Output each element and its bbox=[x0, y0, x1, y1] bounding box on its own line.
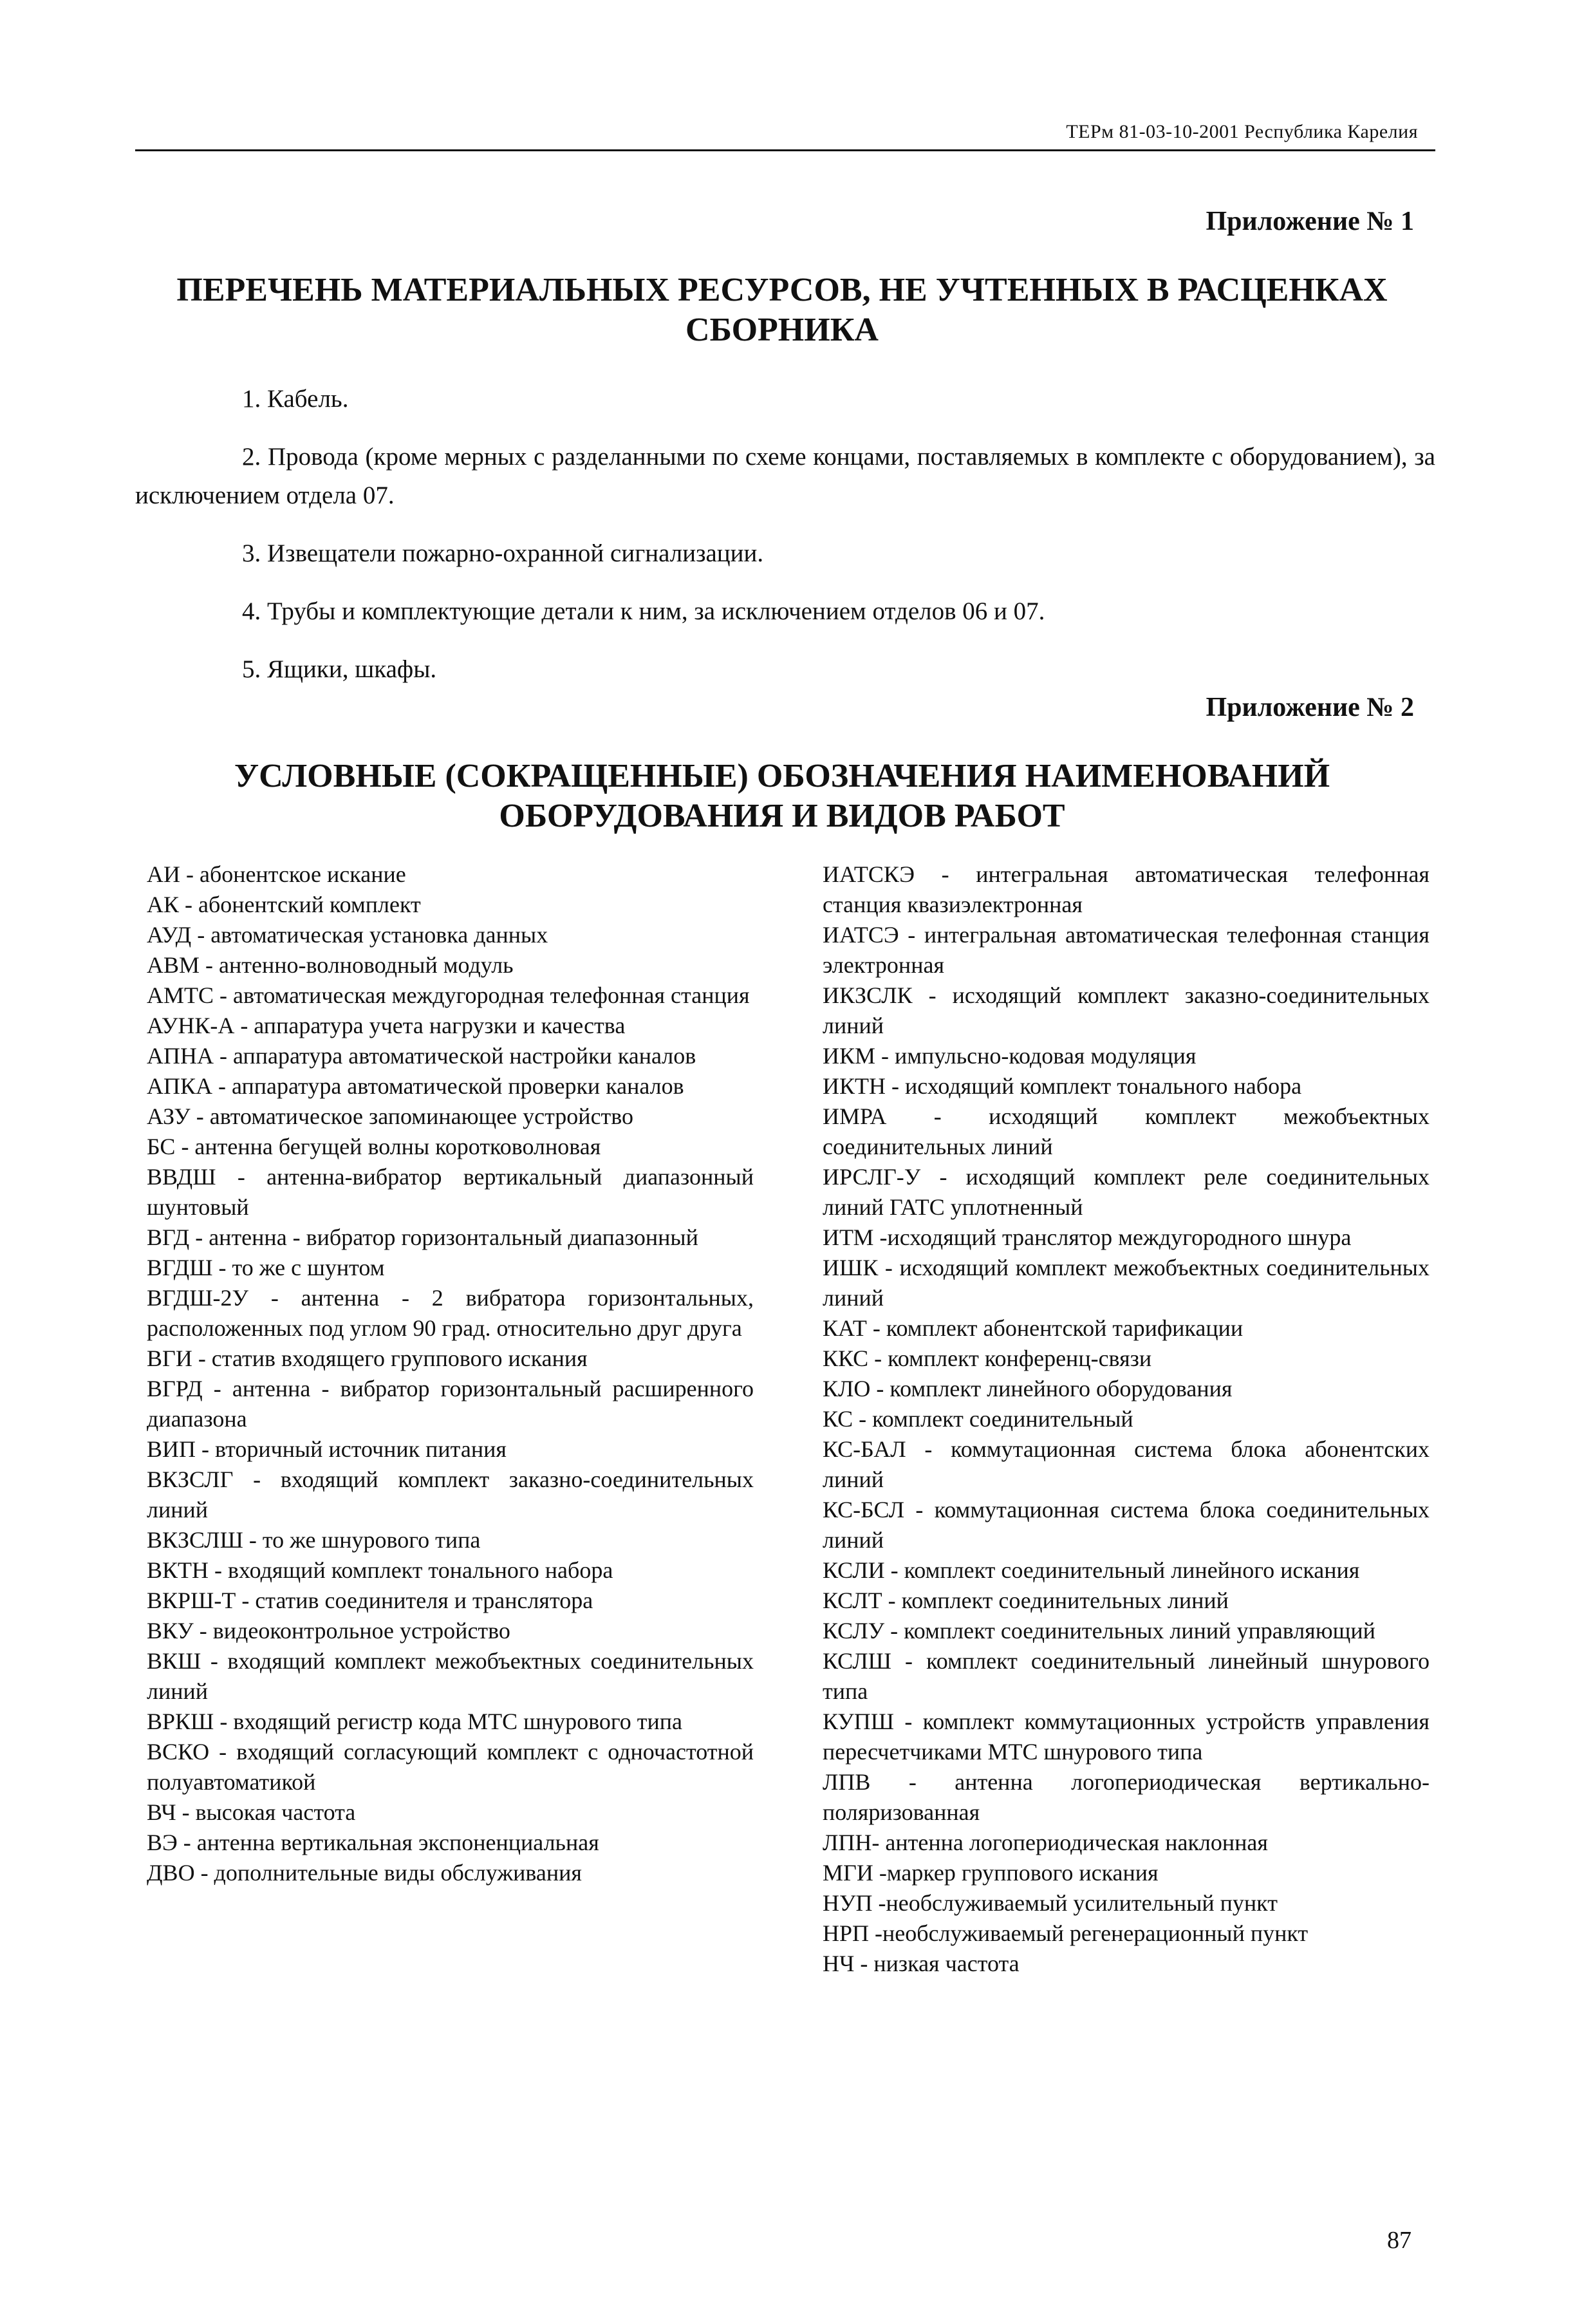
list-item: 1. Кабель. bbox=[242, 385, 349, 413]
list-item: 5. Ящики, шкафы. bbox=[242, 655, 437, 683]
abbreviation-entry: КС-БСЛ - коммутационная система блока соединительных линий bbox=[823, 1497, 1430, 1553]
abbreviation-entry: КСЛУ - комплект соединительных линий управляющий bbox=[823, 1618, 1375, 1644]
abbreviation-entry: АВМ - антенно-волноводный модуль bbox=[147, 952, 514, 978]
appendix-1-title-line2: СБОРНИКА bbox=[685, 312, 879, 348]
abbreviation-entry: КСЛТ - комплект соединительных линий bbox=[823, 1588, 1229, 1613]
abbreviations-right-column bbox=[823, 859, 1430, 1979]
abbreviation-entry: АЗУ - автоматическое запоминающее устройство bbox=[147, 1103, 634, 1129]
abbreviation-entry: АМТС - автоматическая междугородная телефонная станция bbox=[147, 982, 750, 1008]
abbreviation-entry: АК - абонентский комплект bbox=[147, 892, 421, 917]
abbreviation-entry: АУД - автоматическая установка данных bbox=[147, 922, 548, 948]
abbreviation-entry: КАТ - комплект абонентской тарификации bbox=[823, 1315, 1244, 1341]
abbreviation-entry: ВКУ - видеоконтрольное устройство bbox=[147, 1618, 510, 1644]
abbreviation-entry: ЛПН- антенна логопериодическая наклонная bbox=[823, 1830, 1268, 1855]
abbreviation-entry: ВЧ - высокая частота bbox=[147, 1799, 356, 1825]
abbreviation-entry: КЛО - комплект линейного оборудования bbox=[823, 1376, 1233, 1401]
abbreviation-entry: НУП -необслуживаемый усилительный пункт bbox=[823, 1890, 1278, 1916]
abbreviation-entry: ВКШ - входящий комплект межобъектных соединительных линий bbox=[147, 1648, 754, 1704]
appendix-2-title bbox=[129, 756, 1435, 836]
abbreviation-entry: АУНК-А - аппаратура учета нагрузки и качества bbox=[147, 1013, 626, 1038]
abbreviation-entry: КСЛШ - комплект соединительный линейный шнурового типа bbox=[823, 1648, 1430, 1704]
abbreviation-entry: ИШК - исходящий комплект межобъектных соединительных линий bbox=[823, 1255, 1430, 1311]
abbreviation-entry: КУПШ - комплект коммутационных устройств управления пересчетчиками МТС шнурового типа bbox=[823, 1709, 1430, 1765]
list-item: 2. Провода (кроме мерных с разделанными по схеме концами, поставляемых в комплекте с оборудованием), за исключением отдела 07. bbox=[135, 443, 1435, 509]
page-number: 87 bbox=[1387, 2227, 1412, 2254]
abbreviation-entry: ВКТН - входящий комплект тонального набора bbox=[147, 1557, 613, 1583]
abbreviation-entry: ИАТСЭ - интегральная автоматическая телефонная станция электронная bbox=[823, 922, 1430, 978]
list-item: 4. Трубы и комплектующие детали к ним, за исключением отделов 06 и 07. bbox=[242, 597, 1045, 625]
abbreviation-entry: ВГИ - статив входящего группового искания bbox=[147, 1345, 588, 1371]
abbreviation-entry: ВГРД - антенна - вибратор горизонтальный расширенного диапазона bbox=[147, 1376, 754, 1432]
abbreviation-entry: ИКМ - импульсно-кодовая модуляция bbox=[823, 1043, 1197, 1069]
appendix-2-title-line1: УСЛОВНЫЕ (СОКРАЩЕННЫЕ) ОБОЗНАЧЕНИЯ НАИМЕНОВАНИЙ bbox=[234, 758, 1330, 794]
appendix-2-label: Приложение № 2 bbox=[1206, 693, 1414, 722]
abbreviation-entry: АИ - абонентское искание bbox=[147, 861, 406, 887]
appendix-1-title bbox=[129, 270, 1435, 350]
abbreviation-entry: ИАТСКЭ - интегральная автоматическая телефонная станция квазиэлектронная bbox=[823, 861, 1430, 917]
abbreviation-entry: БС - антенна бегущей волны коротковолновая bbox=[147, 1134, 601, 1159]
abbreviation-entry: ВИП - вторичный источник питания bbox=[147, 1436, 507, 1462]
appendix-1-label: Приложение № 1 bbox=[1206, 207, 1414, 236]
abbreviation-entry: АПКА - аппаратура автоматической проверки каналов bbox=[147, 1073, 684, 1099]
abbreviation-entry: ИРСЛГ-У - исходящий комплект реле соединительных линий ГАТС уплотненный bbox=[823, 1164, 1430, 1220]
appendix-1-title-line1: ПЕРЕЧЕНЬ МАТЕРИАЛЬНЫХ РЕСУРСОВ, НЕ УЧТЕННЫХ В РАСЦЕНКАХ bbox=[176, 272, 1388, 308]
abbreviation-entry: ВВДШ - антенна-вибратор вертикальный диапазонный шунтовый bbox=[147, 1164, 754, 1220]
abbreviation-entry: ВГДШ - то же с шунтом bbox=[147, 1255, 385, 1280]
abbreviations-left-column bbox=[147, 859, 754, 1888]
abbreviation-entry: ВГД - антенна - вибратор горизонтальный диапазонный bbox=[147, 1224, 698, 1250]
abbreviation-entry: КС - комплект соединительный bbox=[823, 1406, 1133, 1432]
running-header: ТЕРм 81-03-10-2001 Республика Карелия bbox=[1066, 121, 1418, 142]
abbreviation-entry: НРП -необслуживаемый регенерационный пункт bbox=[823, 1920, 1309, 1946]
abbreviation-entry: ВРКШ - входящий регистр кода МТС шнурового типа bbox=[147, 1709, 683, 1734]
abbreviation-entry: КС-БАЛ - коммутационная система блока абонентских линий bbox=[823, 1436, 1430, 1492]
abbreviation-entry: ИКТН - исходящий комплект тонального набора bbox=[823, 1073, 1302, 1099]
abbreviation-entry: МГИ -маркер группового искания bbox=[823, 1860, 1159, 1886]
abbreviation-entry: ВКРШ-Т - статив соединителя и транслятора bbox=[147, 1588, 593, 1613]
abbreviation-entry: ВЭ - антенна вертикальная экспоненциальная bbox=[147, 1830, 599, 1855]
list-item: 3. Извещатели пожарно-охранной сигнализации. bbox=[242, 539, 764, 567]
abbreviation-entry: ИКЗСЛК - исходящий комплект заказно-соединительных линий bbox=[823, 982, 1430, 1038]
abbreviation-entry: ВСКО - входящий согласующий комплект с одночастотной полуавтоматикой bbox=[147, 1739, 754, 1795]
abbreviation-entry: ККС - комплект конференц-связи bbox=[823, 1345, 1152, 1371]
abbreviation-entry: ИТМ -исходящий транслятор междугородного шнура bbox=[823, 1224, 1352, 1250]
abbreviation-entry: АПНА - аппаратура автоматической настройки каналов bbox=[147, 1043, 696, 1069]
abbreviation-entry: ИМРА - исходящий комплект межобъектных соединительных линий bbox=[823, 1103, 1430, 1159]
abbreviation-entry: КСЛИ - комплект соединительный линейного искания bbox=[823, 1557, 1360, 1583]
materials-list bbox=[135, 380, 1435, 708]
appendix-2-title-line2: ОБОРУДОВАНИЯ И ВИДОВ РАБОТ bbox=[499, 798, 1065, 834]
abbreviation-entry: ВКЗСЛГ - входящий комплект заказно-соединительных линий bbox=[147, 1467, 754, 1523]
abbreviation-entry: ВКЗСЛШ - то же шнурового типа bbox=[147, 1527, 481, 1553]
header-rule bbox=[135, 149, 1435, 151]
abbreviation-entry: ДВО - дополнительные виды обслуживания bbox=[147, 1860, 582, 1886]
abbreviation-entry: НЧ - низкая частота bbox=[823, 1951, 1020, 1976]
abbreviation-entry: ВГДШ-2У - антенна - 2 вибратора горизонтальных, расположенных под углом 90 град. относительно друг друга bbox=[147, 1285, 754, 1341]
abbreviation-entry: ЛПВ - антенна логопериодическая вертикально-поляризованная bbox=[823, 1769, 1430, 1825]
